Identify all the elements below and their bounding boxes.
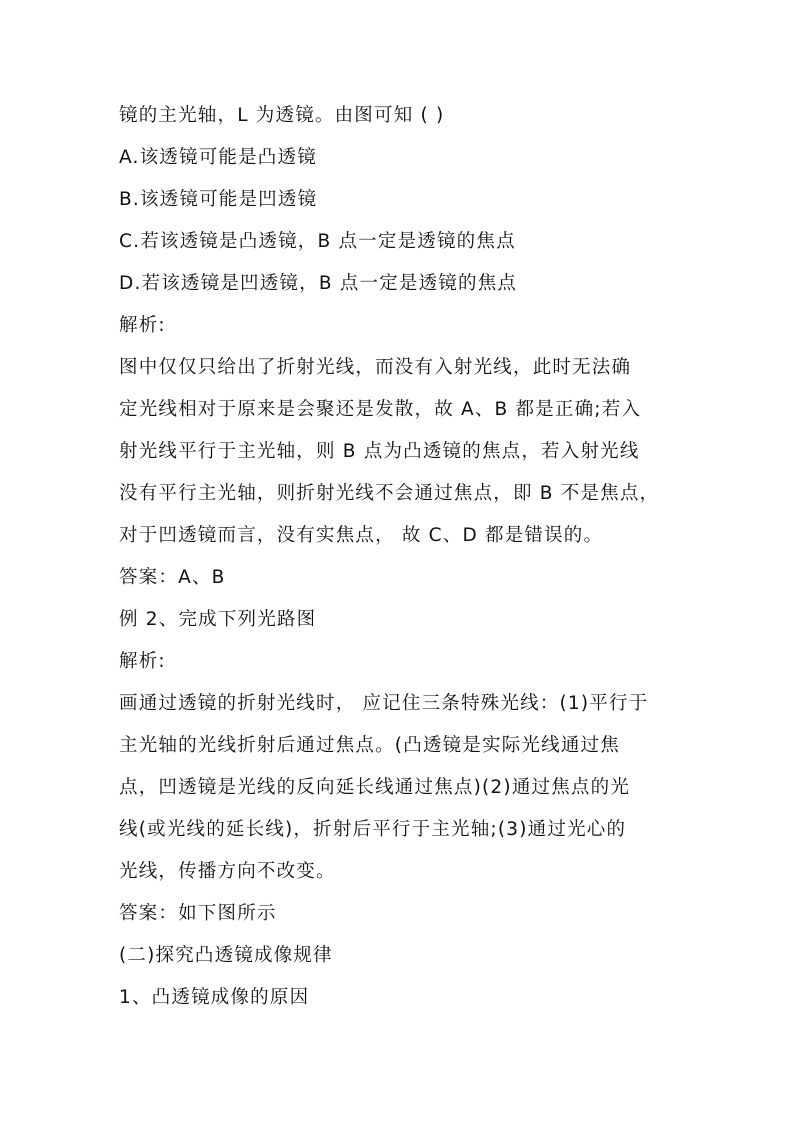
answer-1: 答案：A、B [119,567,226,588]
example-2-heading: 例 2、完成下列光路图 [119,609,317,630]
option-c: C.若该透镜是凸透镜，B 点一定是透镜的焦点 [119,231,516,252]
analysis-2-text-line-1: 画通过透镜的折射光线时， 应记住三条特殊光线：(1)平行于 [119,693,649,714]
analysis-2-text-line-3: 点，凹透镜是光线的反向延长线通过焦点)(2)通过焦点的光 [119,777,631,798]
option-a: A.该透镜可能是凸透镜 [119,147,317,168]
analysis-heading-1: 解析: [119,315,166,336]
analysis-2-text-line-5: 光线，传播方向不改变。 [119,861,336,882]
analysis-text-line-1: 图中仅仅只给出了折射光线，而没有入射光线，此时无法确 [119,357,632,378]
analysis-text-line-5: 对于凹透镜而言，没有实焦点， 故 C、D 都是错误的。 [119,525,604,546]
analysis-2-text-line-2: 主光轴的光线折射后通过焦点。(凸透镜是实际光线通过焦 [119,735,620,756]
answer-2: 答案：如下图所示 [119,903,277,924]
option-d: D.若该透镜是凹透镜，B 点一定是透镜的焦点 [119,273,518,294]
analysis-text-line-2: 定光线相对于原来是会聚还是发散，故 A、B 都是正确;若入 [119,399,642,420]
section-heading: (二)探究凸透镜成像规律 [119,945,333,966]
analysis-text-line-3: 射光线平行于主光轴，则 B 点为凸透镜的焦点，若入射光线 [119,441,640,462]
analysis-heading-2: 解析: [119,651,166,672]
option-b: B.该透镜可能是凹透镜 [119,189,318,210]
subsection-heading: 1、凸透镜成像的原因 [119,987,310,1008]
analysis-2-text-line-4: 线(或光线的延长线)，折射后平行于主光轴;(3)通过光心的 [119,819,627,840]
text-line-1: 镜的主光轴，L 为透镜。由图可知 ( ) [119,105,445,126]
analysis-text-line-4: 没有平行主光轴，则折射光线不会通过焦点，即 B 不是焦点， [119,483,660,504]
